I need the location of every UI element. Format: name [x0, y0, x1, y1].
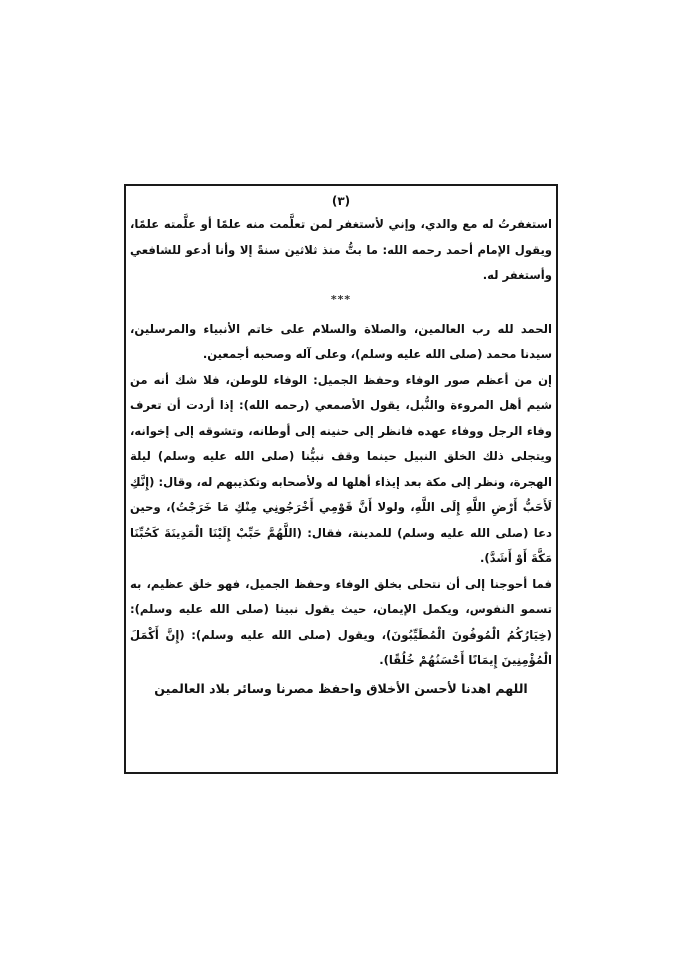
- paragraph-hamd: الحمد لله رب العالمين، والصلاة والسلام على خاتم الأنبياء والمرسلين، سيدنا محمد (صلى الله عليه وسلم)، وعلى آله وصحبه أجمعين.: [130, 321, 552, 361]
- document-body: [130, 190, 552, 701]
- closing-prayer: اللهم اهدنا لأحسن الأخلاق واحفظ مصرنا وسائر بلاد العالمين: [154, 680, 528, 696]
- paragraph-wafa-watan: إن من أعظم صور الوفاء وحفظ الجميل: الوفاء للوطن، فلا شك أنه من شيم أهل المروءة والنُّبل، يقول الأصمعي (رحمه الله): إذا أردت أن تعرف وفاء الرجل ووفاء عهده فانظر إلى حنينه إلى أوطانه، وتشوقه إلى إخوانه، ويتجلى ذلك الخلق النبيل حينما وقف نبيُّنا (صلى الله عليه وسلم) ليلة الهجرة، ونظر إلى مكة بعد إيذاء أهلها له ولأصحابه وتكذيبهم له، وقال: (إِنَّكِ لَأَحَبُّ أَرْضِ اللَّهِ إِلَى اللَّهِ، ولولا أَنَّ قَوْمِي أَخْرَجُونِي مِنْكِ مَا خَرَجْتُ)، وحين دعا (صلى الله عليه وسلم) للمدينة، فقال: (اللَّهُمَّ حَبِّبْ إِلَيْنَا الْمَدِينَةَ كَحُبِّنَا مَكَّةَ أَوْ أَشَدَّ).: [130, 372, 552, 565]
- paragraph-khuluq-wafa: فما أحوجنا إلى أن نتحلى بخلق الوفاء وحفظ الجميل، فهو خلق عظيم، به تسمو النفوس، ويكمل الإيمان، حيث يقول نبينا (صلى الله عليه وسلم): (خِيَارُكُمُ الْمُوفُونَ الْمُطَيِّبُونَ)، ويقول (صلى الله عليه وسلم): (إِنَّ أَكْمَلَ الْمُؤْمِنِينَ إِيمَانًا أَحْسَنُهُمْ خُلُقًا).: [130, 576, 552, 667]
- paragraph-istighfar: استغفرتُ له مع والدي، وإني لأستغفر لمن تعلَّمت منه علمًا أو علَّمته علمًا، ويقول الإمام أحمد رحمه الله: ما بتُّ منذ ثلاثين سنةً إلا وأنا أدعو للشافعي وأستغفر له.: [130, 217, 552, 282]
- page-number: (٣): [331, 194, 351, 208]
- section-separator: ***: [330, 292, 352, 306]
